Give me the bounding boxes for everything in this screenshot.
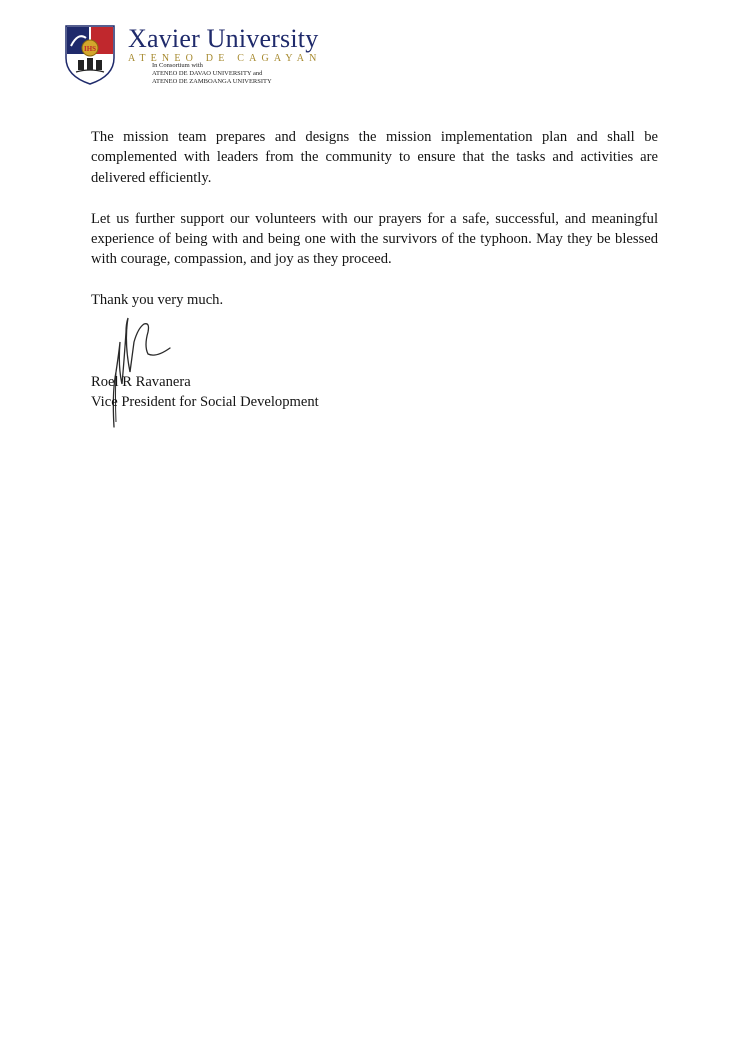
- svg-text:IHS: IHS: [83, 45, 97, 53]
- letterhead: [64, 24, 364, 90]
- body-paragraph: Let us further support our volunteers with our prayers for a safe, successful, and meaningful experience of being with and being one with the survivors of the typhoon. May they be blessed with courage, compassion, and joy as they proceed.: [91, 210, 658, 268]
- university-crest-icon: [64, 24, 116, 86]
- signatory-name: Roel R Ravanera: [91, 374, 191, 390]
- consortium-note: [152, 62, 272, 86]
- signatory-title: Vice President for Social Development: [91, 394, 319, 411]
- consortium-line: In Consortium with: [152, 62, 203, 69]
- signature-block: [91, 372, 319, 413]
- body-paragraph: The mission team prepares and designs the mission implementation plan and shall be complemented with leaders from the community to ensure that the tasks and activities are delivered efficiently.: [91, 129, 658, 186]
- consortium-line: ATENEO DE DAVAO UNIVERSITY and: [152, 70, 263, 77]
- consortium-line: ATENEO DE ZAMBOANGA UNIVERSITY: [152, 78, 272, 85]
- university-name: Xavier University: [128, 24, 319, 53]
- university-subtitle: ATENEO DE CAGAYAN: [128, 53, 322, 64]
- letter-body: [91, 127, 658, 331]
- closing-line: Thank you very much.: [91, 292, 224, 309]
